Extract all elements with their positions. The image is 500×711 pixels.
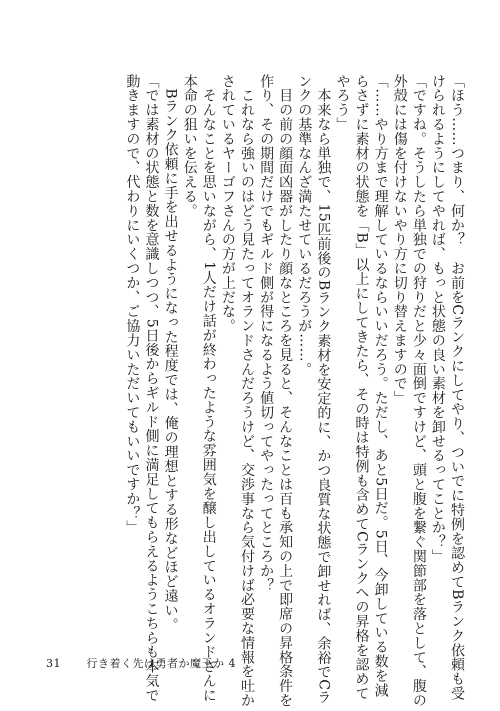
text-line: 外殻には傷を付けないやり方に切り替えますので」 xyxy=(391,74,408,406)
text-line: 「ほう……つまり、何か？ お前をCランクにしてやり、ついでに特例を認めてBランク依頼も受 xyxy=(449,74,465,701)
text-line: 本来なら単独で、15匹前後のBランク素材を安定的に、かつ良質な状態で卸せれば、余裕でCラ xyxy=(315,74,332,705)
book-title: 行き着く先は勇者か魔王か 4 xyxy=(86,657,236,670)
text-line: これなら強いのはどう見たってオランドさんだろうけど、交渉事なら気付けば必要な情報を吐か xyxy=(238,74,255,708)
text-line: 目の前の顔面凶器がしたり顔なところを見ると、そんなことは百も承知の上で即席の昇格条件を xyxy=(277,74,294,708)
text-line: されているヤーゴフさんの方が上だな。 xyxy=(219,74,236,334)
text-line: 「ですね。そうしたら単独での狩りだと少々面倒ですけど、頭と腹を繋ぐ関節部を落として、腹の xyxy=(410,74,427,708)
text-line: 作り、その期間だけでもギルド側が得になるよう値切ってやったってところか？ xyxy=(258,74,275,593)
text-line: Bランク依頼に手を出せるようになった程度では、俺の理想とする形などほど遠い。 xyxy=(162,74,179,632)
text-line: そんなことを思いながら、1人だけ話が終わったような雰囲気を醸し出しているオランドさんに xyxy=(200,74,217,703)
text-line: らさずに素材の状態を「B」以上にしてきたら、その時は特例も含めてCランクへの昇格を認めて xyxy=(353,74,370,701)
text-line: やろう」 xyxy=(334,74,351,132)
text-line: ンクの基準なんざ満たせているだろうが……。 xyxy=(296,74,313,377)
text-line: 「……やり方まで理解しているならいいだろう。ただし、あと5日だ。5日、今卸している数を減 xyxy=(372,74,389,698)
page-number: 31 xyxy=(46,657,61,670)
text-line: 本命の狙いを伝える。 xyxy=(181,74,198,218)
text-line: 「では素材の状態と数を意識しつつ、5日後からギルド側に満足してもらえるようこちらも本気で xyxy=(143,74,160,703)
text-line: けられるようにしてやれば、もっと状態の良い素材を卸せるってことか？」 xyxy=(429,74,446,564)
text-line: 動きますので、代わりにいくつか、ご協力いただいてもいいですか？」 xyxy=(124,74,141,535)
page-footer xyxy=(46,655,236,671)
